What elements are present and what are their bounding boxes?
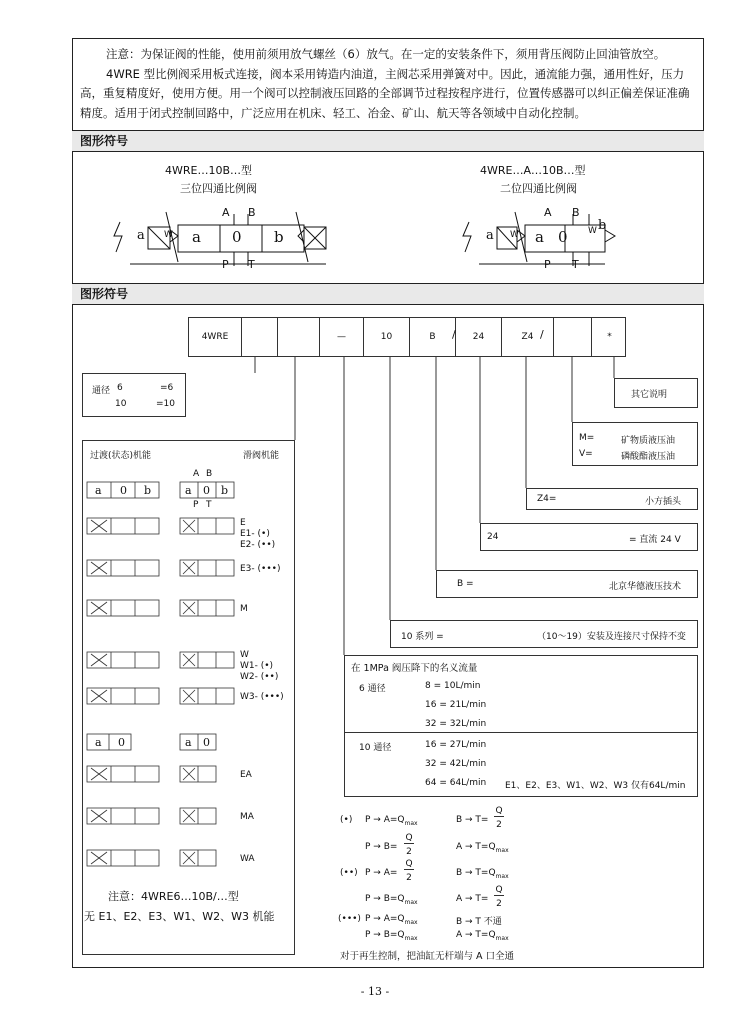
code-cell-series: 10: [363, 318, 409, 356]
right-valve-name: 二位四通比例阀: [500, 182, 577, 195]
func-port-t: T: [206, 500, 212, 510]
formula-pa-2: P → A=: [365, 868, 398, 878]
formula-pa-1: $P \to A=Q_{max}$: [365, 815, 418, 827]
func-row1-sym-b: b: [221, 484, 229, 497]
fluid-v-key: V=: [579, 449, 593, 459]
formula-at-2-den: 2: [496, 899, 502, 909]
right-port-b: B: [572, 206, 580, 219]
other-option-label: 其它说明: [631, 390, 668, 400]
right-solenoid-b-label: b: [598, 218, 607, 233]
formula-at-1: $A \to T=Q_{max}$: [456, 842, 509, 854]
flow-d10-note: E1、E2、E3、W1、W2、W3 仅有64L/min: [505, 781, 686, 791]
size-row1-code: 6: [117, 383, 123, 393]
formula-at-2: A → T=: [456, 894, 489, 904]
left-port-p: P: [222, 258, 229, 271]
right-pos-0: 0: [558, 228, 568, 246]
voltage-key: 24: [487, 532, 499, 542]
func-row7-0: 0: [118, 736, 125, 749]
flow-d10-row1: 16 = 27L/min: [425, 740, 487, 750]
left-spring-label: W: [164, 230, 173, 240]
size-row2-code: 10: [115, 399, 127, 409]
plug-option-box: [526, 488, 698, 510]
brand-option-box: [436, 570, 698, 598]
flow-d10-row2: 32 = 42L/min: [425, 759, 487, 769]
flow-d6-row1: 8 = 10L/min: [425, 681, 481, 691]
func-label-ma: MA: [240, 812, 254, 822]
formula-pb-2: $P \to B=Q_{max}$: [365, 894, 418, 906]
formula-pb-1: P → B=: [365, 842, 398, 852]
func-row1-sym-a: a: [185, 484, 192, 497]
formula-pa-3: $P \to A=Q_{max}$: [365, 914, 418, 926]
func-label-w: W: [240, 650, 249, 660]
right-solenoid-a-label: a: [486, 228, 494, 243]
func-port-a: A: [193, 469, 200, 479]
flow-d10-label: 10 通径: [359, 743, 392, 753]
left-port-t: T: [248, 258, 255, 271]
fluid-m-key: M=: [579, 433, 595, 443]
right-port-a: A: [544, 206, 552, 219]
func-label-e2: E2- (••): [240, 540, 276, 550]
func-label-w2: W2- (••): [240, 672, 279, 682]
func-port-b: B: [206, 469, 213, 479]
flow-d10-row3: 64 = 64L/min: [425, 778, 487, 788]
func-row1-sym-0: 0: [203, 484, 210, 497]
right-port-p: P: [544, 258, 551, 271]
right-spring-label-2: W: [588, 226, 597, 236]
left-model-label: 4WRE…10B…型: [165, 164, 253, 177]
func-label-w3: W3- (•••): [240, 692, 284, 702]
formula-at-3: $A \to T=Q_{max}$: [456, 930, 509, 942]
series-option-box: [390, 620, 698, 648]
formula-pa-2-den: 2: [406, 873, 412, 883]
other-option-box: [614, 378, 698, 408]
left-solenoid-a-label: a: [137, 228, 145, 243]
right-model-label: 4WRE…A…10B…型: [480, 164, 586, 177]
function-head-right: 滑阀机能: [243, 451, 280, 461]
regeneration-note: 对于再生控制，把油缸无杆端与 A 口全通: [340, 951, 515, 962]
code-cell-type: 4WRE: [201, 332, 229, 342]
size-row1-value: =6: [160, 383, 174, 393]
formula-pb-1-den: 2: [406, 847, 412, 857]
formula-at-2-num: Q: [495, 885, 503, 895]
function-note-2: 无 E1、E2、E3、W1、W2、W3 机能: [84, 910, 275, 923]
func-row7-a: a: [95, 736, 102, 749]
flow-d6-row2: 16 = 21L/min: [425, 700, 487, 710]
left-pos-0: 0: [232, 228, 242, 246]
left-valve-name: 三位四通比例阀: [180, 182, 257, 195]
left-pos-a: a: [192, 228, 201, 246]
formula-bt-1: B → T=: [456, 815, 489, 825]
function-note-1: 注意：4WRE6…10B/…型: [108, 890, 239, 903]
page-number: - 13 -: [360, 985, 390, 998]
func-row7-sym-0: 0: [203, 736, 210, 749]
fluid-m-value: 矿物质液压油: [621, 436, 676, 446]
flow-d6-row3: 32 = 32L/min: [425, 719, 487, 729]
formula-marker-3: (•••): [338, 914, 361, 924]
series-value: （10～19）安装及连接尺寸保持不变: [537, 632, 686, 642]
code-cell-plug: Z4: [501, 318, 553, 356]
plug-value: 小方插头: [645, 497, 682, 507]
formula-bt-3: B → T 不通: [456, 917, 502, 927]
flow-title: 在 1MPa 阀压降下的名义流量: [351, 663, 478, 674]
func-row1-a: a: [95, 484, 102, 497]
func-label-e3: E3- (•••): [240, 564, 281, 574]
func-row7-sym-a: a: [185, 736, 192, 749]
fluid-option-box: [572, 422, 698, 466]
code-cell-other: *: [591, 318, 627, 356]
right-port-t: T: [572, 258, 579, 271]
func-label-w1: W1- (•): [240, 661, 274, 671]
formula-pa-2-num: Q: [405, 859, 413, 869]
voltage-value: = 直流 24 V: [629, 535, 681, 545]
code-separator-1: /: [452, 328, 456, 341]
right-spring-label: W: [510, 230, 519, 240]
flow-rate-table: [344, 655, 698, 797]
voltage-option-box: [480, 523, 698, 551]
code-cell-brand: B: [409, 318, 455, 356]
left-pos-b: b: [274, 228, 284, 246]
code-cell-dash: —: [319, 318, 363, 356]
func-label-e: E: [240, 518, 246, 528]
flow-d6-label: 6 通径: [359, 684, 386, 694]
right-pos-a: a: [535, 228, 544, 246]
func-row1-0: 0: [120, 484, 127, 497]
func-port-p: P: [193, 500, 199, 510]
code-separator-2: /: [540, 328, 544, 341]
formula-marker-1: (•): [340, 815, 353, 825]
formula-bt-2: $B \to T=Q_{max}$: [456, 868, 509, 880]
left-port-b: B: [248, 206, 256, 219]
func-label-wa: WA: [240, 854, 255, 864]
formula-pb-1-num: Q: [405, 833, 413, 843]
brand-value: 北京华德液压技术: [609, 582, 682, 592]
left-port-a: A: [222, 206, 230, 219]
intro-para-1: 注意：为保证阀的性能，使用前须用放气螺丝（6）放气。在一定的安装条件下，须用背压阀防止回油管放空。: [106, 47, 666, 61]
function-head-left: 过渡(状态)机能: [90, 451, 152, 461]
intro-para-2: 4WRE 型比例阀采用板式连接，阀本采用铸造内油道，主阀芯采用弹簧对中。因此，通流能力强，通用性好，压力高，重复精度好，使用方便。用一个阀可以控制液压回路的全部调节过程按程序进行，位置传感器可以纠正偏差保证准确精度。适用于闭式控制回路中，广泛应用在机床、轻工、冶金、矿山、航天等各领域中自动化控制。: [80, 66, 690, 120]
fluid-v-value: 磷酸酯液压油: [621, 452, 676, 462]
formula-pb-3: $P \to B=Q_{max}$: [365, 930, 418, 942]
func-label-m: M: [240, 604, 248, 614]
code-cell-voltage: 24: [455, 318, 501, 356]
formula-bt-1-den: 2: [496, 820, 502, 830]
size-row2-value: =10: [156, 399, 175, 409]
formula-bt-1-num: Q: [495, 806, 503, 816]
series-key: 10 系列 =: [401, 632, 444, 642]
section-heading-symbols: 图形符号: [72, 130, 704, 152]
size-label: 通径: [92, 386, 111, 396]
formula-marker-2: (••): [340, 868, 358, 878]
section-heading-ordering: 图形符号: [72, 283, 704, 305]
plug-key: Z4=: [537, 494, 557, 504]
func-row1-b: b: [144, 484, 152, 497]
func-label-e1: E1- (•): [240, 529, 270, 539]
func-label-ea: EA: [240, 770, 252, 780]
brand-key: B =: [457, 579, 474, 589]
